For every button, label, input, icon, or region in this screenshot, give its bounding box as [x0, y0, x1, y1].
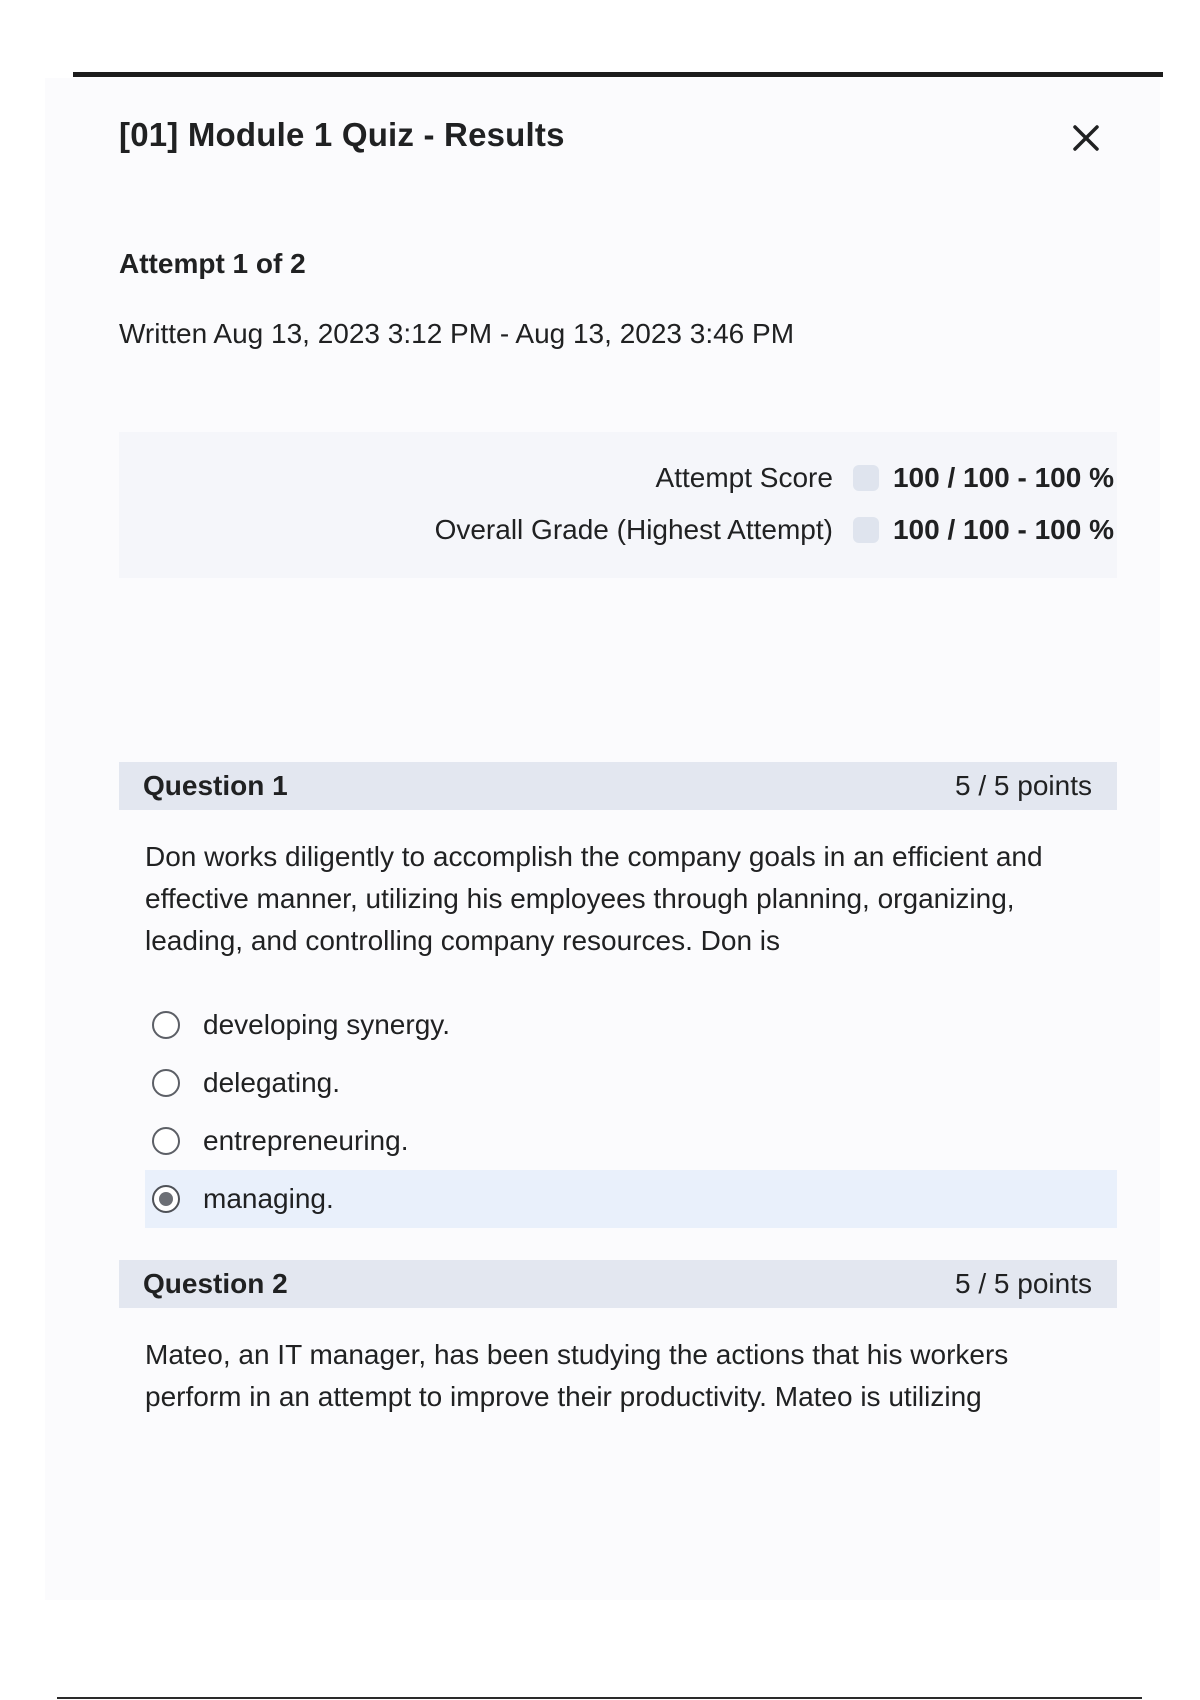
attempt-score-indicator: [853, 465, 879, 491]
question-1-title: Question 1: [143, 770, 288, 801]
dialog-top-border: [73, 72, 1163, 77]
attempt-score-label: Attempt Score: [655, 462, 833, 493]
option-label: developing synergy.: [203, 1009, 450, 1040]
question-1-points: 5 / 5 points: [955, 770, 1092, 801]
question-2-points: 5 / 5 points: [955, 1268, 1092, 1299]
close-button[interactable]: [1066, 118, 1106, 158]
attempt-score-value: 100 / 100 - 100 %: [892, 462, 1114, 493]
question-1-option-3[interactable]: [145, 1112, 1117, 1170]
bottom-divider: [57, 1697, 1142, 1699]
option-label: delegating.: [203, 1067, 341, 1098]
attempt-written-date: Written Aug 13, 2023 3:12 PM - Aug 13, 2023 3:46 PM: [119, 318, 795, 349]
question-1-option-1[interactable]: [145, 996, 1117, 1054]
attempt-label: Attempt 1 of 2: [119, 248, 306, 279]
dialog-title: [01] Module 1 Quiz - Results: [119, 116, 565, 153]
question-2-header: [119, 1260, 1117, 1308]
attempt-score-row: [119, 458, 1117, 498]
question-1-text: Don works diligently to accomplish the company goals in an efficient and effective manner, utilizing his employees through planning, organizing, leading, and controlling company resources. Don is: [145, 841, 1043, 956]
radio-button-icon[interactable]: [152, 1011, 180, 1039]
overall-grade-value: 100 / 100 - 100 %: [892, 514, 1114, 545]
option-label: managing.: [203, 1183, 334, 1214]
radio-button-selected-icon[interactable]: [152, 1185, 180, 1213]
question-1-option-2[interactable]: [145, 1054, 1117, 1112]
close-icon: [1066, 118, 1106, 158]
question-1-options: [145, 996, 1117, 1228]
radio-button-icon[interactable]: [152, 1069, 180, 1097]
option-label: entrepreneuring.: [203, 1125, 409, 1156]
question-2-text: Mateo, an IT manager, has been studying the actions that his workers perform in an attempt to improve their productivity. Mateo is utilizing: [145, 1339, 1009, 1412]
score-summary: [119, 432, 1117, 578]
overall-grade-label: Overall Grade (Highest Attempt): [434, 514, 833, 545]
overall-grade-indicator: [853, 517, 879, 543]
question-2-title: Question 2: [143, 1268, 288, 1299]
question-1-option-4-selected[interactable]: [145, 1170, 1117, 1228]
question-1-header: [119, 762, 1117, 810]
radio-button-icon[interactable]: [152, 1127, 180, 1155]
overall-grade-row: [119, 510, 1117, 550]
